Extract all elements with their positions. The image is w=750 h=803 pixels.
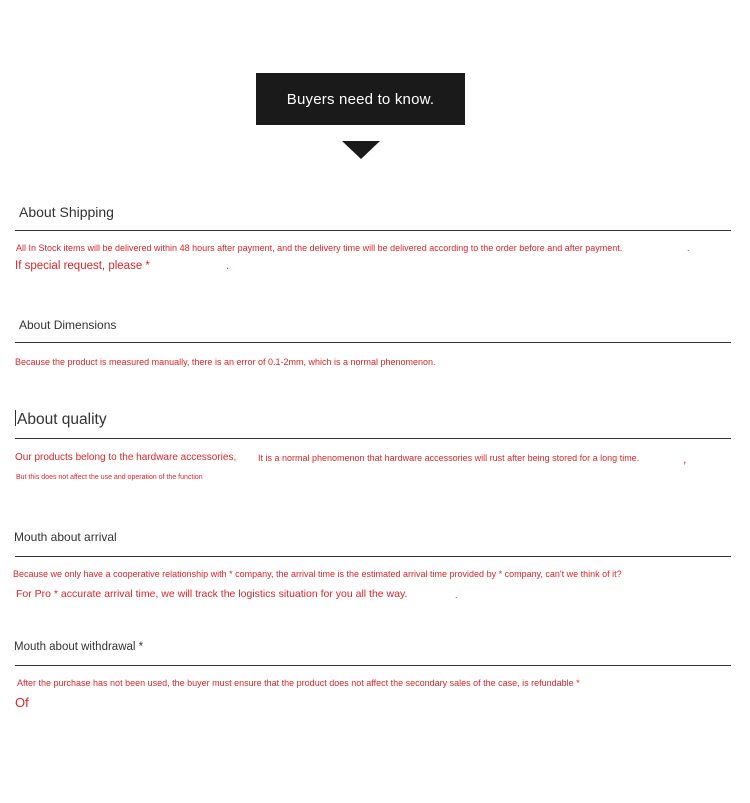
arrival-line-1: Because we only have a cooperative relationship with * company, the arrival time is the estimated arrival time provided by * company, can't we think of it? <box>13 569 622 579</box>
withdrawal-divider <box>15 665 731 666</box>
quality-heading <box>15 410 107 429</box>
quality-line-1-end: , <box>683 452 687 466</box>
down-triangle-icon <box>342 141 380 159</box>
buyers-banner <box>256 73 465 125</box>
quality-line-2: But this does not affect the use and operation of the function <box>16 474 203 481</box>
quality-line-1b: It is a normal phenomenon that hardware accessories will rust after being stored for a long time. <box>258 453 640 463</box>
shipping-heading: About Shipping <box>19 204 114 220</box>
shipping-line-1: All In Stock items will be delivered within 48 hours after payment, and the delivery time will be delivered according to the order before and after payment. <box>16 243 623 253</box>
withdrawal-heading: Mouth about withdrawal * <box>14 641 144 653</box>
dimensions-heading: About Dimensions <box>19 318 117 332</box>
quality-divider <box>15 438 731 439</box>
shipping-divider <box>15 230 731 231</box>
arrival-heading: Mouth about arrival <box>14 530 117 544</box>
shipping-line-2-end: . <box>226 260 230 272</box>
arrival-line-2: For Pro * accurate arrival time, we will track the logistics situation for you all the way. <box>16 588 408 600</box>
text-cursor <box>15 410 16 426</box>
quality-line-1a: Our products belong to the hardware accessories, <box>15 452 237 463</box>
dimensions-divider <box>15 342 731 343</box>
withdrawal-line-1: After the purchase has not been used, the buyer must ensure that the product does not affect the secondary sales of the case, is refundable * <box>17 678 580 688</box>
arrival-line-2-end: . <box>455 590 458 600</box>
withdrawal-line-2: Of <box>15 695 29 710</box>
shipping-line-2: If special request, please * <box>15 260 150 272</box>
quality-heading-text: About quality <box>17 411 107 428</box>
dimensions-line-1: Because the product is measured manually, there is an error of 0.1-2mm, which is a normal phenomenon. <box>15 357 436 367</box>
shipping-line-1-end: . <box>687 243 690 253</box>
banner-title: Buyers need to know. <box>286 90 435 108</box>
arrival-divider <box>15 556 731 557</box>
